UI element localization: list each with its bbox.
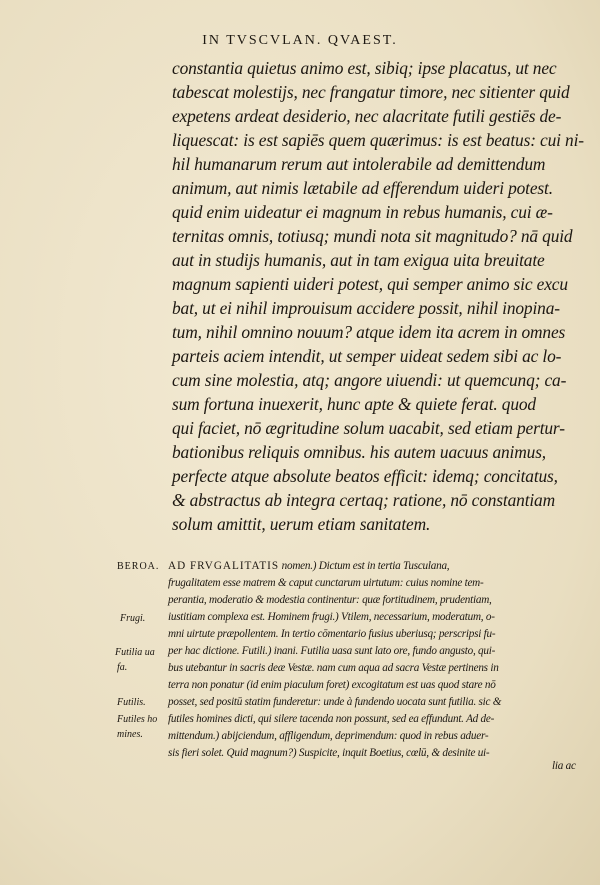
commentary-line: terra non ponatur (id enim piaculum foret) excogitatum est uas quod stare nō xyxy=(168,679,496,691)
text-line: bat, ut ei nihil improuisum accidere possit, nihil inopina- xyxy=(172,298,560,318)
text-line: expetens ardeat desiderio, nec alacritate futili gestiēs de- xyxy=(172,106,562,126)
commentary-line: futiles homines dicti, qui silere tacenda non possunt, sed ea effundunt. Ad de- xyxy=(168,713,495,725)
commentary-line: sis fieri solet. Quid magnum?) Suspicite, inquit Boetius, cœlū, & desinite ui- xyxy=(168,747,490,759)
running-header: IN TVSCVLAN. QVAEST. xyxy=(202,33,398,48)
text-line: aut in studijs humanis, aut in tam exigua uita breuitate xyxy=(172,250,545,270)
margin-note-frugi: Frugi. xyxy=(120,613,146,624)
margin-note-futilis: Futilis. xyxy=(117,697,146,708)
margin-note-beroa: BEROA. xyxy=(117,561,160,572)
commentary-line: perantia, moderatio & modestia continentur: quæ fortitudinem, prudentiam, xyxy=(168,594,492,606)
text-line: sum fortuna inuexerit, hunc apte & quiete ferat. quod xyxy=(172,394,536,414)
commentary-line xyxy=(168,560,578,572)
commentary-line: lia ac xyxy=(552,760,576,772)
commentary-line: mni uirtute præpollentem. In tertio cōmentario fusius uberiusq; perscripsi fu- xyxy=(168,628,496,640)
text-line: parteis aciem intendit, ut semper uideat sedem sibi ac lo- xyxy=(172,346,562,366)
commentary-line: posset, sed positū statim funderetur: unde à fundendo uocata sunt futilia. sic & xyxy=(168,696,502,708)
margin-note-mines: mines. xyxy=(117,729,143,740)
margin-note-fa: fa. xyxy=(117,662,128,673)
text-line: animum, aut nimis lætabile ad efferendum uideri potest. xyxy=(172,178,553,198)
text-line: solum amittit, uerum etiam sanitatem. xyxy=(172,514,431,534)
commentary-line: bus utebantur in sacris deæ Vestæ. nam cum aqua ad sacra Vestæ pertinens in xyxy=(168,662,499,674)
text-line: quid enim uideatur ei magnum in rebus humanis, cui æ- xyxy=(172,202,553,222)
commentary-line: frugalitatem esse matrem & caput cunctarum uirtutum: cuius nomine tem- xyxy=(168,577,484,589)
text-line: hil humanarum rerum aut intolerabile ad demittendum xyxy=(172,154,546,174)
commentary-line: mittendum.) abijciendum, affligendum, deprimendum: quod in rebus aduer- xyxy=(168,730,489,742)
text-line: magnum sapienti uideri potest, qui semper animo sic excu xyxy=(172,274,568,294)
margin-note-futilia: Futilia ua xyxy=(115,647,155,658)
commentary-line: per hac dictione. Futili.) inani. Futilia uasa sunt lato ore, fundo angusto, qui- xyxy=(168,645,496,657)
commentary-keyword: AD FRVGALITATIS xyxy=(168,560,280,572)
margin-note-futiles: Futiles ho xyxy=(117,714,158,725)
commentary-text: nomen.) Dictum est in tertia Tusculana, xyxy=(279,560,450,572)
text-line: tum, nihil omnino nouum? atque idem ita acrem in omnes xyxy=(172,322,566,342)
text-line: constantia quietus animo est, sibiq; ipse placatus, ut nec xyxy=(172,58,557,78)
text-line: & abstractus ab integra certaq; ratione, nō constantiam xyxy=(172,490,556,510)
commentary-line: iustitiam complexa est. Hominem frugi.) Vtilem, necessarium, moderatum, o- xyxy=(168,611,495,623)
text-line: qui faciet, nō ægritudine solum uacabit, sed etiam pertur- xyxy=(172,418,565,438)
text-line: tabescat molestijs, nec frangatur timore, nec sitienter quid xyxy=(172,82,570,102)
text-line: perfecte atque absolute beatos efficit: idemq; concitatus, xyxy=(172,466,558,486)
text-line: ternitas omnis, totiusq; mundi nota sit magnitudo? nā quid xyxy=(172,226,573,246)
text-line: bationibus reliquis omnibus. his autem uacuus animus, xyxy=(172,442,547,462)
text-line: cum sine molestia, atq; angore uiuendi: ut quemcunq; ca- xyxy=(172,370,567,390)
text-line: liquescat: is est sapiēs quem quærimus: is est beatus: cui ni- xyxy=(172,130,584,150)
